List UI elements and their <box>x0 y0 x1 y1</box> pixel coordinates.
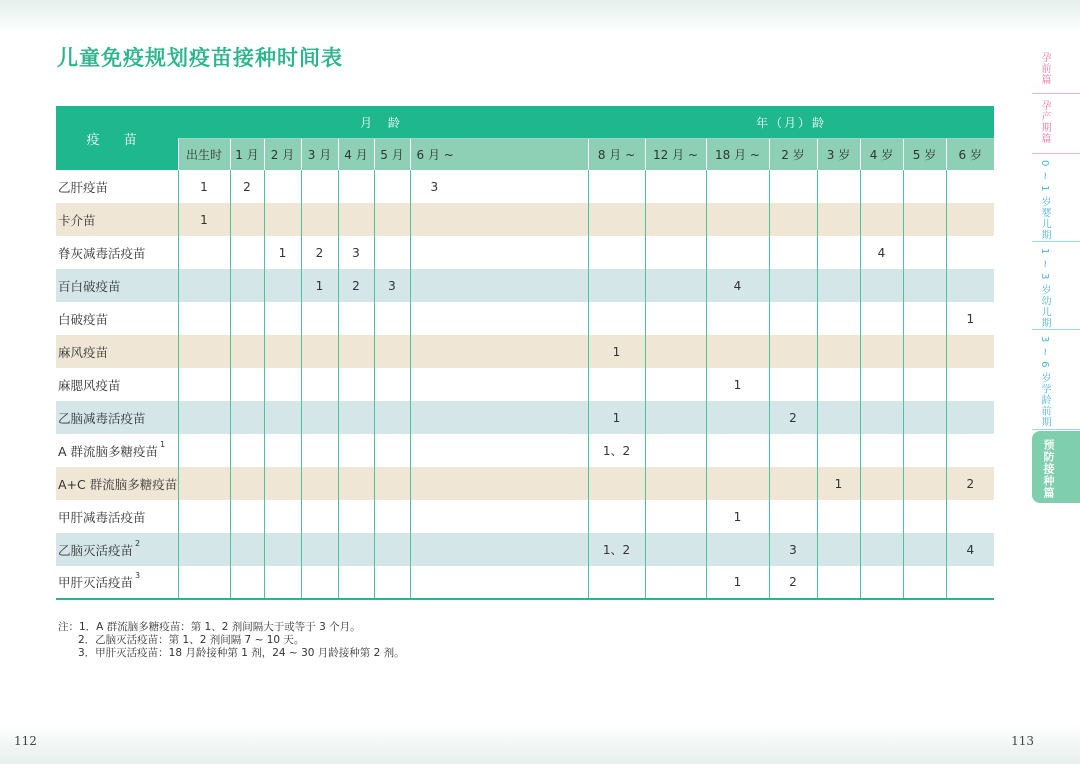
dose-cell <box>264 401 301 434</box>
dose-cell <box>903 533 946 566</box>
dose-cell: 2 <box>338 269 374 302</box>
dose-cell: 2 <box>301 236 338 269</box>
dose-cell <box>374 236 410 269</box>
dose-cell <box>645 533 706 566</box>
age-column-header: 4 岁 <box>860 139 903 171</box>
dose-cell <box>230 566 264 599</box>
age-column-header: 6 岁 <box>946 139 994 171</box>
dose-cell: 1 <box>706 500 769 533</box>
dose-cell <box>860 335 903 368</box>
dose-cell <box>903 434 946 467</box>
dose-cell <box>410 203 588 236</box>
dose-cell <box>264 170 301 203</box>
table-row <box>56 170 994 203</box>
dose-cell <box>645 269 706 302</box>
footnote-marker: 1 <box>160 439 166 449</box>
dose-cell <box>706 203 769 236</box>
vaccine-name-text: 甲肝减毒活疫苗 <box>58 509 146 525</box>
age-column-header: 出生时 <box>178 139 230 171</box>
dose-cell <box>338 368 374 401</box>
side-tab-active[interactable] <box>1032 431 1080 503</box>
dose-cell <box>645 203 706 236</box>
vaccine-name <box>56 269 178 302</box>
dose-cell <box>264 335 301 368</box>
dose-cell <box>178 467 230 500</box>
dose-cell <box>860 170 903 203</box>
dose-cell <box>374 434 410 467</box>
dose-cell <box>230 203 264 236</box>
dose-cell <box>230 401 264 434</box>
side-tab-1[interactable] <box>1032 46 1052 94</box>
dose-cell <box>230 335 264 368</box>
dose-cell <box>817 500 860 533</box>
dose-cell <box>706 236 769 269</box>
dose-cell <box>264 368 301 401</box>
vaccine-name <box>56 203 178 236</box>
dose-cell <box>946 236 994 269</box>
age-column-header: 18 月 ~ <box>706 139 769 171</box>
dose-cell: 1 <box>706 566 769 599</box>
dose-cell <box>946 368 994 401</box>
dose-cell <box>817 533 860 566</box>
dose-cell <box>178 236 230 269</box>
dose-cell <box>588 467 645 500</box>
dose-cell <box>178 533 230 566</box>
dose-cell <box>769 368 817 401</box>
dose-cell <box>903 335 946 368</box>
age-column-header: 12 月 ~ <box>645 139 706 171</box>
footnotes <box>58 621 405 660</box>
page-title: 儿童免疫规划疫苗接种时间表 <box>57 46 343 70</box>
vaccine-name-text: 脊灰减毒活疫苗 <box>58 245 146 261</box>
dose-cell <box>946 170 994 203</box>
table-row <box>56 533 994 566</box>
dose-cell <box>903 566 946 599</box>
vaccine-name <box>56 401 178 434</box>
dose-cell <box>410 236 588 269</box>
month-age-group-header: 月 龄 <box>178 106 588 139</box>
dose-cell <box>817 335 860 368</box>
dose-cell <box>264 467 301 500</box>
vaccine-name-text: 麻风疫苗 <box>58 344 109 360</box>
dose-cell <box>230 302 264 335</box>
dose-cell <box>178 335 230 368</box>
dose-cell <box>410 368 588 401</box>
dose-cell <box>410 467 588 500</box>
dose-cell: 3 <box>410 170 588 203</box>
dose-cell <box>946 401 994 434</box>
age-column-header: 3 月 <box>301 139 338 171</box>
dose-cell: 1 <box>588 335 645 368</box>
age-column-header: 2 月 <box>264 139 301 171</box>
dose-cell <box>645 467 706 500</box>
dose-cell: 1 <box>946 302 994 335</box>
vaccine-name-text: 乙脑灭活疫苗 <box>58 542 134 558</box>
header-row-ages <box>56 139 994 171</box>
dose-cell <box>410 500 588 533</box>
dose-cell <box>410 401 588 434</box>
dose-cell: 4 <box>946 533 994 566</box>
dose-cell <box>645 236 706 269</box>
dose-cell: 2 <box>769 401 817 434</box>
dose-cell: 1 <box>817 467 860 500</box>
dose-cell <box>410 566 588 599</box>
vaccine-column-header: 疫 苗 <box>56 106 178 170</box>
dose-cell <box>903 401 946 434</box>
dose-cell <box>301 203 338 236</box>
table-row <box>56 368 994 401</box>
age-column-header: 8 月 ~ <box>588 139 645 171</box>
dose-cell: 2 <box>769 566 817 599</box>
side-tab-label: 孕前篇 <box>1039 52 1050 85</box>
dose-cell <box>374 170 410 203</box>
dose-cell: 1、2 <box>588 434 645 467</box>
dose-cell <box>230 467 264 500</box>
table-row <box>56 302 994 335</box>
dose-cell <box>301 500 338 533</box>
dose-cell <box>338 170 374 203</box>
age-column-header: 2 岁 <box>769 139 817 171</box>
dose-cell <box>588 368 645 401</box>
table-row <box>56 269 994 302</box>
dose-cell <box>860 368 903 401</box>
schedule-body <box>56 170 994 599</box>
vaccine-name <box>56 302 178 335</box>
dose-cell <box>903 203 946 236</box>
footnote-marker: 3 <box>135 571 141 580</box>
dose-cell <box>769 170 817 203</box>
dose-cell <box>264 434 301 467</box>
dose-cell: 1 <box>178 203 230 236</box>
dose-cell: 3 <box>338 236 374 269</box>
page-number-right: 113 <box>1011 734 1034 748</box>
vaccine-name <box>56 500 178 533</box>
year-age-group-header: 年（月）龄 <box>588 106 994 139</box>
side-tab-5[interactable] <box>1032 330 1052 430</box>
dose-cell <box>645 566 706 599</box>
table-row <box>56 467 994 500</box>
age-column-header: 1 月 <box>230 139 264 171</box>
dose-cell <box>588 500 645 533</box>
dose-cell <box>588 236 645 269</box>
vaccine-name-text: 麻腮风疫苗 <box>58 377 121 393</box>
dose-cell: 2 <box>946 467 994 500</box>
table-row <box>56 500 994 533</box>
dose-cell <box>178 401 230 434</box>
dose-cell <box>178 566 230 599</box>
dose-cell <box>769 269 817 302</box>
side-tab-4[interactable] <box>1032 242 1052 330</box>
dose-cell: 3 <box>374 269 410 302</box>
age-column-header: 3 岁 <box>817 139 860 171</box>
dose-cell <box>706 170 769 203</box>
dose-cell <box>645 401 706 434</box>
side-tab-3[interactable] <box>1032 154 1052 242</box>
dose-cell: 1 <box>706 368 769 401</box>
dose-cell <box>817 203 860 236</box>
dose-cell <box>860 434 903 467</box>
dose-cell <box>860 302 903 335</box>
dose-cell <box>178 434 230 467</box>
dose-cell <box>645 302 706 335</box>
dose-cell <box>374 203 410 236</box>
dose-cell <box>588 170 645 203</box>
chapter-side-tabs <box>1032 46 1052 430</box>
table-row <box>56 236 994 269</box>
top-band <box>0 0 1080 32</box>
dose-cell <box>645 170 706 203</box>
table-row <box>56 335 994 368</box>
vaccine-name-text: 百白破疫苗 <box>58 278 121 294</box>
vaccine-name <box>56 236 178 269</box>
dose-cell <box>264 533 301 566</box>
vaccine-name-text: A+C 群流脑多糖疫苗 <box>58 476 178 492</box>
dose-cell <box>264 566 301 599</box>
dose-cell <box>301 335 338 368</box>
dose-cell: 4 <box>706 269 769 302</box>
dose-cell <box>410 302 588 335</box>
bottom-band <box>0 724 1080 764</box>
dose-cell <box>230 533 264 566</box>
dose-cell <box>178 368 230 401</box>
dose-cell <box>374 566 410 599</box>
dose-cell <box>860 500 903 533</box>
dose-cell <box>338 434 374 467</box>
dose-cell <box>645 434 706 467</box>
dose-cell <box>817 302 860 335</box>
footnote-2: 2．乙脑灭活疫苗：第 1、2 剂间隔 7 ~ 10 天。 <box>78 634 305 646</box>
table-row <box>56 401 994 434</box>
dose-cell <box>374 500 410 533</box>
age-column-header: 5 岁 <box>903 139 946 171</box>
dose-cell <box>706 533 769 566</box>
dose-cell <box>301 533 338 566</box>
dose-cell: 1 <box>588 401 645 434</box>
vaccine-name-text: 卡介苗 <box>58 212 96 228</box>
dose-cell <box>817 269 860 302</box>
dose-cell <box>860 533 903 566</box>
dose-cell <box>706 335 769 368</box>
dose-cell <box>860 401 903 434</box>
dose-cell <box>860 467 903 500</box>
dose-cell <box>410 335 588 368</box>
dose-cell <box>903 269 946 302</box>
footnote-marker: 2 <box>135 538 141 548</box>
vaccine-name <box>56 368 178 401</box>
age-column-header: 6 月 ~ <box>410 139 588 171</box>
dose-cell <box>946 434 994 467</box>
dose-cell <box>301 566 338 599</box>
dose-cell <box>817 566 860 599</box>
dose-cell <box>301 434 338 467</box>
dose-cell <box>860 203 903 236</box>
vaccine-name-text: 白破疫苗 <box>58 311 109 327</box>
vaccine-name <box>56 335 178 368</box>
dose-cell <box>946 335 994 368</box>
dose-cell <box>338 302 374 335</box>
dose-cell <box>903 236 946 269</box>
side-tab-divider <box>1032 429 1080 430</box>
dose-cell <box>301 170 338 203</box>
dose-cell <box>338 203 374 236</box>
dose-cell <box>769 236 817 269</box>
dose-cell <box>230 368 264 401</box>
dose-cell <box>946 500 994 533</box>
dose-cell: 1 <box>264 236 301 269</box>
dose-cell: 1 <box>301 269 338 302</box>
dose-cell <box>769 203 817 236</box>
dose-cell <box>230 434 264 467</box>
vaccine-name-text: A 群流脑多糖疫苗 <box>58 443 159 459</box>
vaccine-name-text: 乙肝疫苗 <box>58 179 109 195</box>
dose-cell <box>769 434 817 467</box>
dose-cell <box>338 533 374 566</box>
table-row <box>56 566 994 599</box>
dose-cell <box>301 302 338 335</box>
dose-cell: 3 <box>769 533 817 566</box>
vaccination-schedule-table <box>56 106 994 600</box>
dose-cell <box>645 335 706 368</box>
dose-cell <box>903 170 946 203</box>
dose-cell <box>588 302 645 335</box>
dose-cell <box>374 533 410 566</box>
dose-cell <box>706 434 769 467</box>
header-row-groups <box>56 106 994 139</box>
dose-cell <box>645 368 706 401</box>
dose-cell <box>817 236 860 269</box>
dose-cell <box>817 401 860 434</box>
vaccine-name <box>56 170 178 203</box>
page-number-left: 112 <box>14 734 37 748</box>
side-tab-label: 孕产期篇 <box>1039 100 1050 144</box>
vaccine-name-text: 甲肝灭活疫苗 <box>58 575 134 590</box>
dose-cell <box>338 335 374 368</box>
vaccine-name <box>56 434 178 467</box>
footnote-3: 3．甲肝灭活疫苗：18 月龄接种第 1 剂，24 ~ 30 月龄接种第 2 剂。 <box>78 647 405 659</box>
side-tab-label: 1 ~ 3 岁幼儿期 <box>1039 248 1050 329</box>
side-tab-active-label: 预防接种篇 <box>1042 439 1055 499</box>
dose-cell <box>903 302 946 335</box>
dose-cell <box>230 236 264 269</box>
age-column-header: 5 月 <box>374 139 410 171</box>
table-row <box>56 203 994 236</box>
dose-cell <box>374 401 410 434</box>
dose-cell <box>264 302 301 335</box>
table-row <box>56 434 994 467</box>
dose-cell <box>706 302 769 335</box>
dose-cell <box>588 203 645 236</box>
dose-cell <box>178 500 230 533</box>
dose-cell <box>374 302 410 335</box>
dose-cell <box>946 203 994 236</box>
dose-cell <box>903 500 946 533</box>
dose-cell <box>769 500 817 533</box>
dose-cell <box>301 368 338 401</box>
dose-cell <box>178 302 230 335</box>
dose-cell <box>860 566 903 599</box>
dose-cell <box>264 269 301 302</box>
vaccine-name <box>56 533 178 566</box>
footnote-1: 注：1．A 群流脑多糖疫苗：第 1、2 剂间隔大于或等于 3 个月。 <box>58 621 361 633</box>
dose-cell <box>410 434 588 467</box>
dose-cell: 1、2 <box>588 533 645 566</box>
dose-cell <box>338 566 374 599</box>
dose-cell <box>706 467 769 500</box>
dose-cell <box>410 533 588 566</box>
dose-cell: 4 <box>860 236 903 269</box>
dose-cell <box>264 500 301 533</box>
dose-cell <box>301 467 338 500</box>
vaccine-name <box>56 566 178 599</box>
dose-cell <box>374 335 410 368</box>
dose-cell <box>410 269 588 302</box>
vaccine-name-text: 乙脑减毒活疫苗 <box>58 410 146 426</box>
dose-cell <box>230 500 264 533</box>
dose-cell <box>374 467 410 500</box>
dose-cell <box>338 401 374 434</box>
dose-cell <box>301 401 338 434</box>
dose-cell <box>817 170 860 203</box>
dose-cell <box>264 203 301 236</box>
dose-cell <box>338 500 374 533</box>
dose-cell <box>946 269 994 302</box>
side-tab-label: 0 ~ 1 岁婴儿期 <box>1039 160 1050 241</box>
dose-cell <box>903 467 946 500</box>
dose-cell <box>769 302 817 335</box>
dose-cell <box>860 269 903 302</box>
dose-cell: 1 <box>178 170 230 203</box>
dose-cell <box>178 269 230 302</box>
side-tab-2[interactable] <box>1032 94 1052 154</box>
dose-cell <box>588 566 645 599</box>
dose-cell: 2 <box>230 170 264 203</box>
dose-cell <box>946 566 994 599</box>
dose-cell <box>769 335 817 368</box>
dose-cell <box>338 467 374 500</box>
dose-cell <box>230 269 264 302</box>
vaccine-name <box>56 467 178 500</box>
dose-cell <box>769 467 817 500</box>
dose-cell <box>645 500 706 533</box>
age-column-header: 4 月 <box>338 139 374 171</box>
dose-cell <box>588 269 645 302</box>
side-tab-label: 3 ~ 6 岁学龄前期 <box>1039 336 1050 428</box>
dose-cell <box>817 434 860 467</box>
dose-cell <box>706 401 769 434</box>
dose-cell <box>903 368 946 401</box>
dose-cell <box>374 368 410 401</box>
dose-cell <box>817 368 860 401</box>
